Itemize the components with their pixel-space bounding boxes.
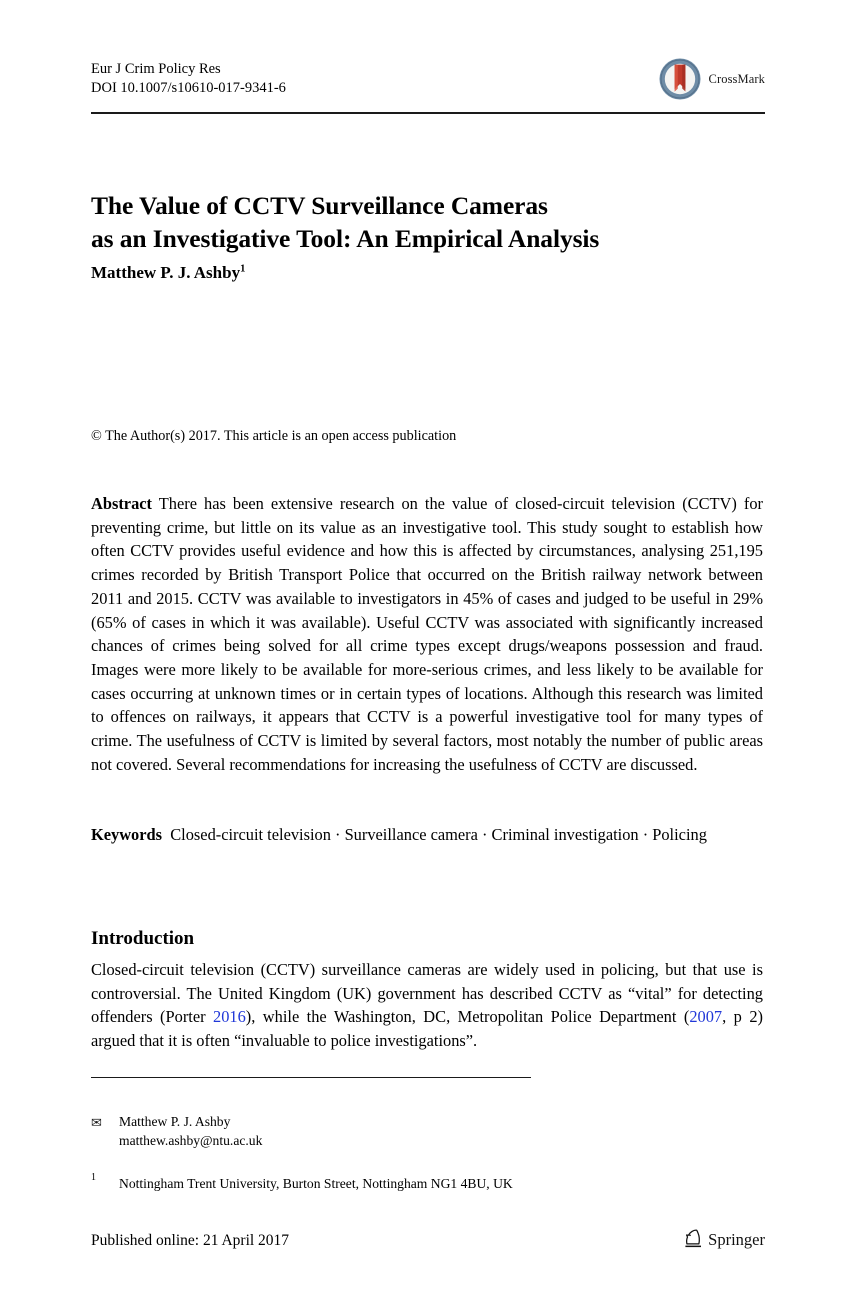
- footnote-affiliation: [91, 1172, 711, 1194]
- footnote-divider: [91, 1077, 531, 1078]
- crossmark-icon: [657, 56, 703, 102]
- crossmark-badge[interactable]: [657, 56, 765, 102]
- envelope-icon: ✉: [91, 1115, 102, 1130]
- journal-doi: DOI 10.1007/s10610-017-9341-6: [91, 80, 286, 97]
- author-byline: [91, 263, 245, 283]
- journal-info: [91, 60, 286, 98]
- intro-text-part-3: , p 2) argued that it is often “invaluable to police investigations”.: [91, 1007, 763, 1051]
- citation-link-mpd-2007[interactable]: 2007: [689, 1007, 723, 1027]
- journal-name: Eur J Crim Policy Res: [91, 61, 221, 77]
- affiliation-text: Nottingham Trent University, Burton Street, Nottingham NG1 4BU, UK: [119, 1176, 513, 1191]
- contact-body: [119, 1113, 691, 1151]
- intro-text-part-2: ), while the Washington, DC, Metropolitan Police Department (: [245, 1007, 690, 1027]
- citation-link-porter-2016[interactable]: 2016: [213, 1007, 246, 1027]
- affiliation-marker: 1: [91, 1172, 96, 1183]
- abstract-section: [91, 492, 763, 776]
- crossmark-label: CrossMark: [708, 71, 765, 86]
- contact-name: Matthew P. J. Ashby: [119, 1114, 231, 1129]
- intro-text-part-1: Closed-circuit television (CCTV) surveillance cameras are widely used in policing, but that use is controversial. The United Kingdom (UK) government has described CCTV as “vital” for detecting offenders (Porter: [91, 960, 763, 1027]
- springer-logo: [684, 1229, 765, 1250]
- title-line-2: as an Investigative Tool: An Empirical Analysis: [91, 224, 600, 254]
- keywords-label: Keywords: [91, 825, 163, 844]
- page-title: [91, 189, 711, 255]
- footnote-contact: [91, 1113, 691, 1151]
- abstract-label: Abstract: [91, 494, 152, 513]
- abstract-text: There has been extensive research on the value of closed-circuit television (CCTV) for preventing crime, but little on its value as an investigative tool. This study sought to establish how often CCTV provides useful evidence and how this is affected by circumstances, analysing 251,195 crimes recorded by British Transport Police that occurred on the British railway network between 2011 and 2015. CCTV was available to investigators in 45% of cases and judged to be useful in 29% (65% of cases in which it was available). Useful CCTV was associated with significantly increased chances of crimes being solved for all crime types except drugs/weapons possession and fraud. Images were more likely to be available for more-serious crimes, and less likely to be available for cases occurring at unknown times or in certain types of locations. Although this research was limited to offences on railways, it appears that CCTV is a powerful investigative tool for many types of crime. The usefulness of CCTV is limited by several factors, most notably the number of public areas not covered. Several recommendations for increasing the usefulness of CCTV are discussed.: [91, 494, 763, 774]
- author-affiliation-marker: 1: [240, 263, 246, 275]
- introduction-paragraph: [91, 958, 763, 1053]
- copyright-line: © The Author(s) 2017. This article is an open access publication: [91, 428, 457, 444]
- published-date: Published online: 21 April 2017: [91, 1232, 290, 1249]
- contact-email[interactable]: matthew.ashby@ntu.ac.uk: [119, 1132, 263, 1148]
- title-line-1: The Value of CCTV Surveillance Cameras: [91, 191, 548, 221]
- keywords-section: [91, 823, 731, 847]
- header-divider: [91, 112, 765, 114]
- springer-wordmark: Springer: [708, 1229, 765, 1249]
- keywords-text: Closed-circuit television · Surveillance camera · Criminal investigation · Policing: [170, 825, 707, 844]
- author-name: Matthew P. J. Ashby: [91, 263, 241, 282]
- section-heading-introduction: Introduction: [91, 927, 195, 949]
- springer-knight-icon: [684, 1229, 703, 1250]
